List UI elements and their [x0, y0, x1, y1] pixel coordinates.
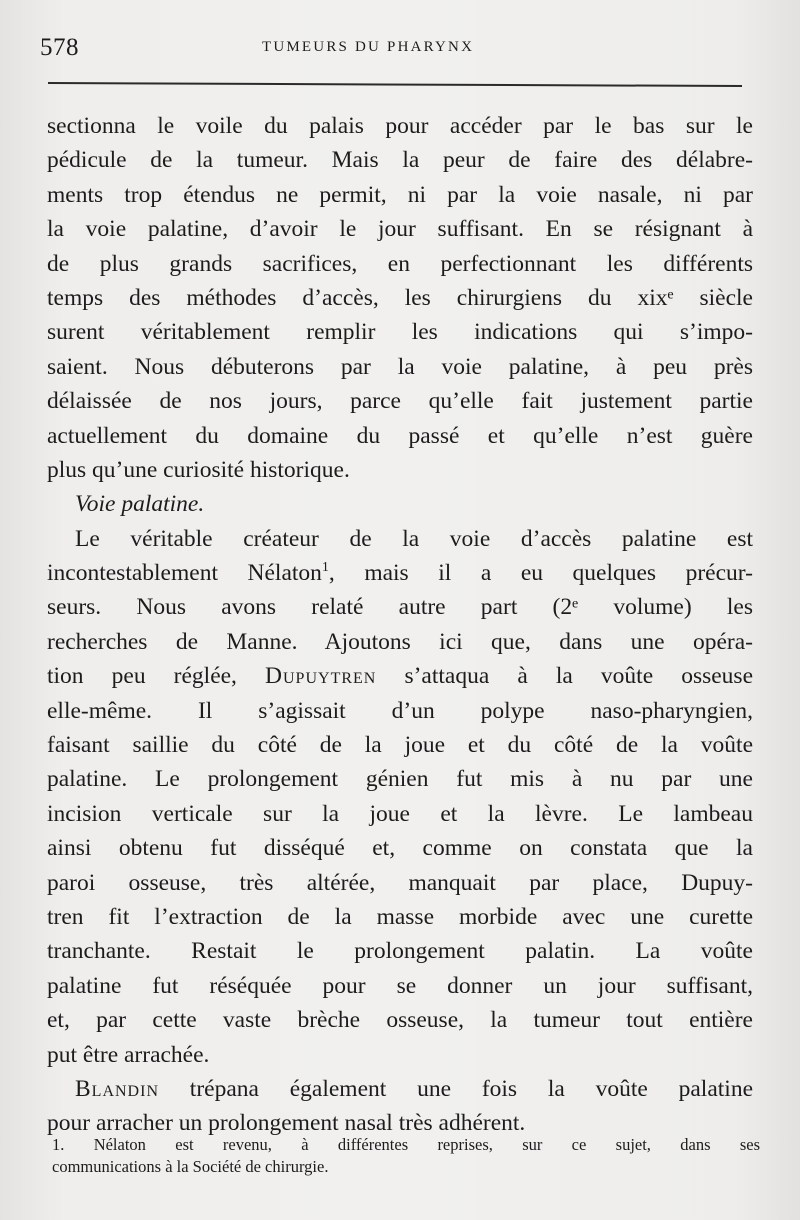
footnote-line: communications à la Société de chirurgie.: [52, 1157, 329, 1176]
text-line: tranchante. Restait le prolongement palatin. La voûte: [47, 938, 753, 965]
text-line: et, par cette vaste brèche osseuse, la tumeur tout entière: [47, 1007, 753, 1034]
text-line: pédicule de la tumeur. Mais la peur de faire des délabre-: [47, 147, 753, 174]
text-line: incision verticale sur la joue et la lèvre. Le lambeau: [47, 800, 753, 827]
text-line: paroi osseuse, très altérée, manquait par place, Dupuy-: [47, 869, 753, 896]
text-fragment: incontestablement Nélaton: [47, 560, 322, 587]
text-fragment: s’attaqua à la voûte osseuse: [404, 663, 754, 690]
text-line: ments trop étendus ne permit, ni par la voie nasale, ni par: [47, 181, 753, 208]
section-heading: Voie palatine.: [75, 491, 205, 518]
page-header: [40, 34, 740, 74]
text-line: actuellement du domaine du passé et qu’elle n’est guère: [47, 422, 753, 449]
body-text: [47, 109, 753, 1141]
text-line: plus qu’une curiosité historique.: [47, 456, 350, 483]
text-line: faisant saillie du côté de la joue et du côté de la voûte: [47, 732, 753, 759]
header-rule: [48, 82, 742, 87]
text-line-with-name: [47, 659, 753, 693]
text-line: elle-même. Il s’agissait d’un polype naso-pharyngien,: [47, 697, 753, 724]
text-line: de plus grands sacrifices, en perfectionnant les différents: [47, 250, 753, 277]
text-line: Le véritable créateur de la voie d’accès palatine est: [75, 525, 753, 552]
text-fragment: trépana également une fois la voûte palatine: [189, 1075, 753, 1102]
text-fragment: tion peu réglée,: [47, 663, 237, 690]
footnote-reference: 1: [321, 560, 329, 576]
text-line: ainsi obtenu fut disséqué et, comme on constata que la: [47, 835, 753, 862]
text-line: palatine fut réséquée pour se donner un jour suffisant,: [47, 972, 753, 999]
text-line: recherches de Manne. Ajoutons ici que, dans une opéra-: [47, 628, 753, 655]
text-line: palatine. Le prolongement génien fut mis à nu par une: [47, 766, 753, 793]
text-line: sectionna le voile du palais pour accéder par le bas sur le: [47, 113, 753, 139]
text-line: surent véritablement remplir les indications qui s’impo-: [47, 319, 753, 346]
author-name: Blandin: [75, 1075, 159, 1102]
text-line: seurs. Nous avons relaté autre part (2ᵉ volume) les: [47, 594, 753, 621]
text-line: délaissée de nos jours, parce qu’elle fait justement partie: [47, 388, 753, 415]
footnote-line: 1. Nélaton est revenu, à différentes reprises, sur ce sujet, dans ses: [52, 1135, 760, 1154]
text-line-with-footnote: [47, 556, 753, 590]
page-number: 578: [40, 34, 79, 61]
text-line-with-name: [47, 1072, 753, 1106]
text-line: pour arracher un prolongement nasal très adhérent.: [47, 1110, 526, 1137]
running-title: TUMEURS DU PHARYNX: [262, 39, 475, 55]
text-line: la voie palatine, d’avoir le jour suffisant. En se résignant à: [47, 216, 753, 243]
author-name: Dupuytren: [265, 663, 377, 690]
text-fragment: , mais il a eu quelques précur-: [328, 560, 753, 587]
text-line: tren fit l’extraction de la masse morbide avec une curette: [47, 903, 753, 930]
text-line: put être arrachée.: [47, 1041, 210, 1068]
text-line: saient. Nous débuterons par la voie palatine, à peu près: [47, 353, 753, 380]
footnote: [52, 1134, 760, 1178]
text-line: temps des méthodes d’accès, les chirurgiens du xixᵉ siècle: [47, 284, 753, 311]
